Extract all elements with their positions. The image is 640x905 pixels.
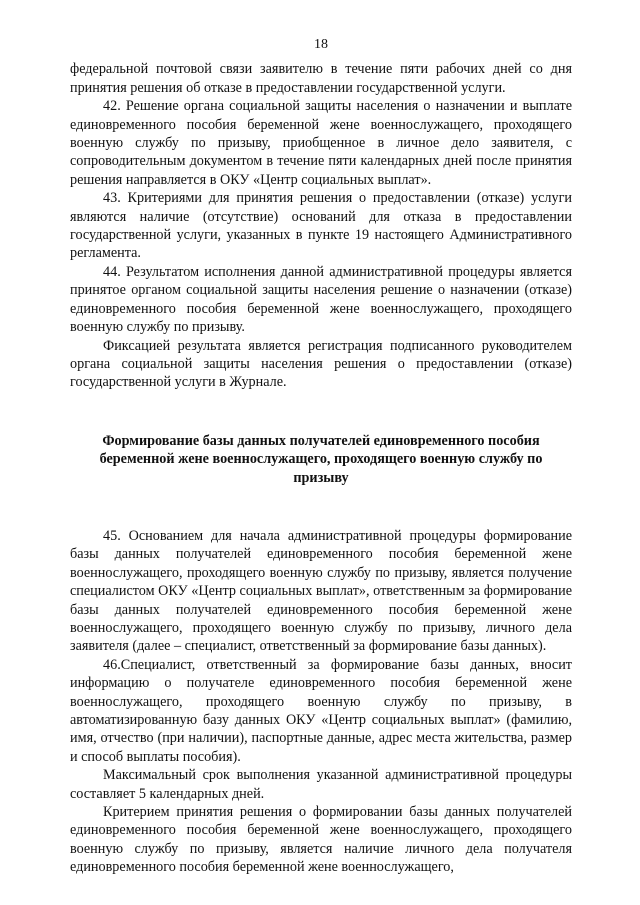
section-heading: Формирование базы данных получателей единовременного пособия беременной жене военнослужащего, проходящего военную службу по призыву [99,432,543,486]
paragraph-continuation: федеральной почтовой связи заявителю в течение пяти рабочих дней со дня принятия решения об отказе в предоставлении государственной услуги. [70,61,572,96]
paragraph-43: 43. Критериями для принятия решения о предоставлении (отказе) услуги являются наличие (отсутствие) оснований для отказа в предоставлении государственной услуги, указанных в пункте 19 настоящего Административного регламента. [70,190,572,262]
paragraph-44: 44. Результатом исполнения данной административной процедуры является принятое органом социальной защиты населения решение о назначении (отказе) единовременного пособия беременной жене военнослужащего, проходящего военную службу по призыву. [70,263,572,336]
paragraph-42: 42. Решение органа социальной защиты населения о назначении и выплате единовременного пособия беременной жене военнослужащего, проходящего военную службу по призыву, приобщенное в личное дело заявителя, с сопроводительным документом в течение пяти календарных дней после принятия решения направляется в ОКУ «Центр социальных выплат». [70,98,572,188]
paragraph-max-term: Максимальный срок выполнения указанной административной процедуры составляет 5 календарных дней. [70,767,572,802]
page-number: 18 [314,37,328,52]
document-page [70,36,572,877]
paragraph-result-fixation: Фиксацией результата является регистрация подписанного руководителем органа социальной защиты населения решения о предоставлении (отказе) государственной услуги в Журнале. [70,337,572,391]
paragraph-criterion: Критерием принятия решения о формировании базы данных получателей единовременного пособия беременной жене военнослужащего, проходящего военную службу по призыву, является наличие личного дела получателя единовременного пособия беременной жене военнослужащего, [70,804,572,876]
paragraph-46: 46.Специалист, ответственный за формирование базы данных, вносит информацию о получателе единовременного пособия беременной жене военнослужащего, проходящего военную службу по призыву, в автоматизированную базу данных ОКУ «Центр социальных выплат» (фамилию, имя, отчество (при наличии), паспортные данные, адрес места жительства, размер и способ выплаты пособия). [70,656,572,765]
paragraph-45: 45. Основанием для начала административной процедуры формирование базы данных получателей единовременного пособия беременной жене военнослужащего, проходящего военную службу по призыву, является получение специалистом ОКУ «Центр социальных выплат», ответственным за формирование базы данных получателей единовременного пособия беременной жене военнослужащего, проходящего военную службу по призыву, личного дела заявителя (далее – специалист, ответственный за формирование базы данных). [70,527,572,655]
